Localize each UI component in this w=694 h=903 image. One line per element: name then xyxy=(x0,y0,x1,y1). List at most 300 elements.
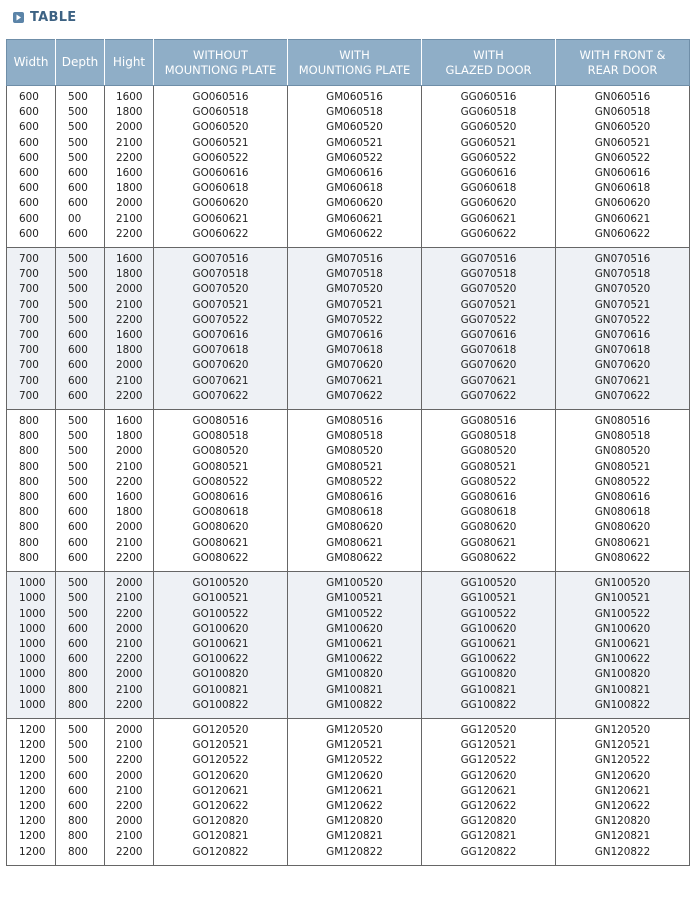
cell-width: 1000 xyxy=(7,698,56,719)
cell-with-front-rear-door: GN070518 xyxy=(556,267,690,282)
cell-depth: 600 xyxy=(56,536,105,551)
cell-depth: 600 xyxy=(56,389,105,410)
cell-depth: 800 xyxy=(56,667,105,682)
cell-with-mountiong-plate: GM120621 xyxy=(288,784,422,799)
cell-depth: 600 xyxy=(56,520,105,535)
table-row xyxy=(7,313,690,328)
cell-hight: 2000 xyxy=(105,120,154,135)
cell-with-mountiong-plate: GM100522 xyxy=(288,607,422,622)
cell-with-glazed-door: GG080520 xyxy=(422,444,556,459)
cell-with-glazed-door: GG100622 xyxy=(422,652,556,667)
play-arrow-icon xyxy=(13,12,24,23)
cell-depth: 600 xyxy=(56,799,105,814)
cell-width: 800 xyxy=(7,460,56,475)
table-row xyxy=(7,698,690,719)
cell-with-mountiong-plate: GM070620 xyxy=(288,358,422,373)
table-row xyxy=(7,572,690,592)
cell-with-mountiong-plate: GM100821 xyxy=(288,683,422,698)
cell-with-front-rear-door: GN070621 xyxy=(556,374,690,389)
table-row xyxy=(7,505,690,520)
table-row xyxy=(7,607,690,622)
cell-without-mountiong-plate: GO070521 xyxy=(154,298,288,313)
cell-with-mountiong-plate: GM070516 xyxy=(288,248,422,268)
cell-with-glazed-door: GG080620 xyxy=(422,520,556,535)
table-row xyxy=(7,520,690,535)
table-row xyxy=(7,652,690,667)
cell-with-mountiong-plate: GM080618 xyxy=(288,505,422,520)
cell-without-mountiong-plate: GO080518 xyxy=(154,429,288,444)
cell-with-glazed-door: GG070620 xyxy=(422,358,556,373)
cell-hight: 2200 xyxy=(105,227,154,248)
cell-width: 700 xyxy=(7,374,56,389)
cell-with-glazed-door: GG060518 xyxy=(422,105,556,120)
table-row xyxy=(7,799,690,814)
cell-hight: 2200 xyxy=(105,475,154,490)
table-group xyxy=(7,248,690,410)
cell-with-glazed-door: GG120820 xyxy=(422,814,556,829)
cell-width: 600 xyxy=(7,166,56,181)
table-row xyxy=(7,622,690,637)
cell-depth: 500 xyxy=(56,248,105,268)
cell-depth: 600 xyxy=(56,196,105,211)
cell-depth: 600 xyxy=(56,490,105,505)
table-row xyxy=(7,429,690,444)
table-row xyxy=(7,212,690,227)
cell-without-mountiong-plate: GO070516 xyxy=(154,248,288,268)
cell-with-glazed-door: GG080521 xyxy=(422,460,556,475)
cell-depth: 600 xyxy=(56,652,105,667)
cell-with-glazed-door: GG100521 xyxy=(422,591,556,606)
cell-with-mountiong-plate: GM120620 xyxy=(288,769,422,784)
cell-with-front-rear-door: GN080616 xyxy=(556,490,690,505)
cell-width: 1200 xyxy=(7,784,56,799)
cell-with-front-rear-door: GN060621 xyxy=(556,212,690,227)
cell-with-mountiong-plate: GM100620 xyxy=(288,622,422,637)
cell-with-mountiong-plate: GM080522 xyxy=(288,475,422,490)
table-row xyxy=(7,298,690,313)
cell-hight: 2000 xyxy=(105,196,154,211)
cell-depth: 500 xyxy=(56,86,105,106)
table-row xyxy=(7,490,690,505)
table-row xyxy=(7,738,690,753)
cell-with-front-rear-door: GN060616 xyxy=(556,166,690,181)
cell-depth: 600 xyxy=(56,769,105,784)
cell-hight: 2100 xyxy=(105,784,154,799)
cell-with-front-rear-door: GN100820 xyxy=(556,667,690,682)
cell-hight: 2100 xyxy=(105,298,154,313)
cell-width: 700 xyxy=(7,328,56,343)
cell-with-glazed-door: GG070522 xyxy=(422,313,556,328)
cell-with-mountiong-plate: GM060622 xyxy=(288,227,422,248)
cell-without-mountiong-plate: GO080522 xyxy=(154,475,288,490)
header-line: REAR DOOR xyxy=(587,62,658,77)
cell-with-front-rear-door: GN070616 xyxy=(556,328,690,343)
cell-with-mountiong-plate: GM080516 xyxy=(288,410,422,430)
cell-with-mountiong-plate: GM070618 xyxy=(288,343,422,358)
table-row xyxy=(7,328,690,343)
cell-with-mountiong-plate: GM060516 xyxy=(288,86,422,106)
cell-with-mountiong-plate: GM060621 xyxy=(288,212,422,227)
table-group xyxy=(7,86,690,248)
cell-width: 1200 xyxy=(7,718,56,738)
cell-with-front-rear-door: GN070622 xyxy=(556,389,690,410)
cell-with-glazed-door: GG080516 xyxy=(422,410,556,430)
table-row xyxy=(7,683,690,698)
cell-with-mountiong-plate: GM120820 xyxy=(288,814,422,829)
cell-with-front-rear-door: GN120621 xyxy=(556,784,690,799)
cell-without-mountiong-plate: GO070522 xyxy=(154,313,288,328)
cell-depth: 600 xyxy=(56,358,105,373)
cell-without-mountiong-plate: GO100520 xyxy=(154,572,288,592)
cell-without-mountiong-plate: GO060622 xyxy=(154,227,288,248)
cell-depth: 600 xyxy=(56,181,105,196)
cell-without-mountiong-plate: GO060520 xyxy=(154,120,288,135)
cell-with-mountiong-plate: GM070616 xyxy=(288,328,422,343)
cell-with-glazed-door: GG080518 xyxy=(422,429,556,444)
header-without-mountiong-plate xyxy=(154,40,288,86)
cell-hight: 2100 xyxy=(105,738,154,753)
cell-width: 700 xyxy=(7,389,56,410)
table-row xyxy=(7,475,690,490)
cell-width: 1000 xyxy=(7,683,56,698)
cell-width: 600 xyxy=(7,86,56,106)
cell-with-front-rear-door: GN120622 xyxy=(556,799,690,814)
cell-without-mountiong-plate: GO080622 xyxy=(154,551,288,572)
cell-depth: 500 xyxy=(56,120,105,135)
cell-with-mountiong-plate: GM060522 xyxy=(288,151,422,166)
cell-hight: 2200 xyxy=(105,753,154,768)
cell-with-front-rear-door: GN100621 xyxy=(556,637,690,652)
cell-with-mountiong-plate: GM100820 xyxy=(288,667,422,682)
cell-with-mountiong-plate: GM060616 xyxy=(288,166,422,181)
cell-without-mountiong-plate: GO100620 xyxy=(154,622,288,637)
cell-without-mountiong-plate: GO080520 xyxy=(154,444,288,459)
cell-with-front-rear-door: GN070618 xyxy=(556,343,690,358)
table-row xyxy=(7,343,690,358)
cell-width: 700 xyxy=(7,358,56,373)
cell-with-glazed-door: GG060618 xyxy=(422,181,556,196)
cell-with-mountiong-plate: GM100622 xyxy=(288,652,422,667)
cell-with-mountiong-plate: GM080616 xyxy=(288,490,422,505)
cell-with-front-rear-door: GN070521 xyxy=(556,298,690,313)
cell-with-mountiong-plate: GM080521 xyxy=(288,460,422,475)
cell-width: 1200 xyxy=(7,845,56,866)
cell-with-front-rear-door: GN080520 xyxy=(556,444,690,459)
cell-with-front-rear-door: GN100821 xyxy=(556,683,690,698)
cell-with-glazed-door: GG070621 xyxy=(422,374,556,389)
cell-width: 1000 xyxy=(7,591,56,606)
table-row xyxy=(7,282,690,297)
cell-with-glazed-door: GG080622 xyxy=(422,551,556,572)
cell-with-front-rear-door: GN060521 xyxy=(556,136,690,151)
header-with-front-rear-door xyxy=(556,40,690,86)
cell-with-front-rear-door: GN100522 xyxy=(556,607,690,622)
cell-with-front-rear-door: GN070522 xyxy=(556,313,690,328)
table-row xyxy=(7,784,690,799)
cell-with-glazed-door: GG060616 xyxy=(422,166,556,181)
cell-width: 600 xyxy=(7,136,56,151)
table-row xyxy=(7,196,690,211)
cell-hight: 1600 xyxy=(105,86,154,106)
cell-with-front-rear-door: GN060522 xyxy=(556,151,690,166)
table-row xyxy=(7,374,690,389)
cell-without-mountiong-plate: GO060521 xyxy=(154,136,288,151)
cell-without-mountiong-plate: GO080616 xyxy=(154,490,288,505)
cell-with-mountiong-plate: GM120822 xyxy=(288,845,422,866)
table-row xyxy=(7,105,690,120)
cell-with-glazed-door: GG070618 xyxy=(422,343,556,358)
table-row xyxy=(7,829,690,844)
table-row xyxy=(7,444,690,459)
cell-with-front-rear-door: GN100521 xyxy=(556,591,690,606)
table-row xyxy=(7,136,690,151)
cell-hight: 1600 xyxy=(105,248,154,268)
table-row xyxy=(7,591,690,606)
section-title xyxy=(13,7,77,27)
cell-with-front-rear-door: GN100620 xyxy=(556,622,690,637)
cell-depth: 800 xyxy=(56,814,105,829)
cell-hight: 2100 xyxy=(105,460,154,475)
cell-with-glazed-door: GG070521 xyxy=(422,298,556,313)
table-row xyxy=(7,267,690,282)
cell-without-mountiong-plate: GO100822 xyxy=(154,698,288,719)
cell-with-front-rear-door: GN120822 xyxy=(556,845,690,866)
cell-width: 600 xyxy=(7,196,56,211)
cell-with-mountiong-plate: GM120622 xyxy=(288,799,422,814)
cell-with-front-rear-door: GN060620 xyxy=(556,196,690,211)
cell-width: 1200 xyxy=(7,769,56,784)
cell-hight: 1800 xyxy=(105,267,154,282)
table-group xyxy=(7,410,690,572)
cell-without-mountiong-plate: GO060621 xyxy=(154,212,288,227)
cell-depth: 500 xyxy=(56,591,105,606)
cell-with-front-rear-door: GN070520 xyxy=(556,282,690,297)
cell-with-mountiong-plate: GM070622 xyxy=(288,389,422,410)
cell-with-glazed-door: GG060516 xyxy=(422,86,556,106)
cell-without-mountiong-plate: GO070622 xyxy=(154,389,288,410)
cell-with-mountiong-plate: GM070521 xyxy=(288,298,422,313)
cell-with-front-rear-door: GN080622 xyxy=(556,551,690,572)
cell-without-mountiong-plate: GO120520 xyxy=(154,718,288,738)
cell-with-glazed-door: GG080616 xyxy=(422,490,556,505)
cell-depth: 600 xyxy=(56,374,105,389)
cell-with-glazed-door: GG060522 xyxy=(422,151,556,166)
cell-with-front-rear-door: GN070620 xyxy=(556,358,690,373)
cell-with-front-rear-door: GN080521 xyxy=(556,460,690,475)
cell-width: 1200 xyxy=(7,814,56,829)
cell-hight: 1800 xyxy=(105,105,154,120)
table-row xyxy=(7,248,690,268)
cell-with-mountiong-plate: GM120821 xyxy=(288,829,422,844)
cell-with-mountiong-plate: GM080620 xyxy=(288,520,422,535)
cell-with-glazed-door: GG080618 xyxy=(422,505,556,520)
cell-depth: 500 xyxy=(56,313,105,328)
table-row xyxy=(7,166,690,181)
cell-width: 1200 xyxy=(7,753,56,768)
header-width: Width xyxy=(7,40,56,86)
cell-width: 1000 xyxy=(7,572,56,592)
cell-depth: 600 xyxy=(56,784,105,799)
cell-without-mountiong-plate: GO070621 xyxy=(154,374,288,389)
cell-depth: 500 xyxy=(56,410,105,430)
cell-with-mountiong-plate: GM120521 xyxy=(288,738,422,753)
cell-hight: 2200 xyxy=(105,652,154,667)
cell-width: 700 xyxy=(7,298,56,313)
cell-without-mountiong-plate: GO120621 xyxy=(154,784,288,799)
cell-hight: 1600 xyxy=(105,410,154,430)
cell-without-mountiong-plate: GO120821 xyxy=(154,829,288,844)
cell-without-mountiong-plate: GO100820 xyxy=(154,667,288,682)
cell-hight: 1600 xyxy=(105,328,154,343)
cell-with-glazed-door: GG120521 xyxy=(422,738,556,753)
cell-with-glazed-door: GG070520 xyxy=(422,282,556,297)
cell-width: 600 xyxy=(7,227,56,248)
cell-with-mountiong-plate: GM120522 xyxy=(288,753,422,768)
cell-hight: 2100 xyxy=(105,637,154,652)
cell-hight: 2100 xyxy=(105,136,154,151)
cell-depth: 600 xyxy=(56,343,105,358)
cell-without-mountiong-plate: GO120521 xyxy=(154,738,288,753)
cell-depth: 500 xyxy=(56,298,105,313)
cell-with-front-rear-door: GN060516 xyxy=(556,86,690,106)
cell-without-mountiong-plate: GO070620 xyxy=(154,358,288,373)
cell-with-glazed-door: GG120822 xyxy=(422,845,556,866)
cell-without-mountiong-plate: GO120820 xyxy=(154,814,288,829)
cell-hight: 1800 xyxy=(105,343,154,358)
table-row xyxy=(7,410,690,430)
cell-with-glazed-door: GG060620 xyxy=(422,196,556,211)
cell-with-mountiong-plate: GM080518 xyxy=(288,429,422,444)
cell-with-mountiong-plate: GM080621 xyxy=(288,536,422,551)
cell-hight: 2000 xyxy=(105,814,154,829)
cell-with-glazed-door: GG120821 xyxy=(422,829,556,844)
cell-width: 600 xyxy=(7,151,56,166)
cell-hight: 2000 xyxy=(105,769,154,784)
cell-hight: 1800 xyxy=(105,429,154,444)
cell-width: 600 xyxy=(7,105,56,120)
cell-width: 800 xyxy=(7,520,56,535)
cell-with-front-rear-door: GN100822 xyxy=(556,698,690,719)
cell-with-front-rear-door: GN080618 xyxy=(556,505,690,520)
header-line: MOUNTIONG PLATE xyxy=(164,62,277,77)
table-row xyxy=(7,120,690,135)
cell-hight: 2000 xyxy=(105,718,154,738)
cell-with-mountiong-plate: GM080622 xyxy=(288,551,422,572)
cell-with-mountiong-plate: GM100621 xyxy=(288,637,422,652)
cell-width: 700 xyxy=(7,343,56,358)
cell-depth: 500 xyxy=(56,151,105,166)
header-line: WITHOUT xyxy=(193,47,248,62)
cell-width: 1000 xyxy=(7,652,56,667)
cell-with-mountiong-plate: GM060521 xyxy=(288,136,422,151)
cell-with-glazed-door: GG070518 xyxy=(422,267,556,282)
cell-width: 600 xyxy=(7,212,56,227)
cell-with-mountiong-plate: GM100822 xyxy=(288,698,422,719)
cell-with-mountiong-plate: GM060518 xyxy=(288,105,422,120)
cell-hight: 2100 xyxy=(105,829,154,844)
cell-without-mountiong-plate: GO080618 xyxy=(154,505,288,520)
cell-width: 600 xyxy=(7,120,56,135)
cell-with-mountiong-plate: GM080520 xyxy=(288,444,422,459)
cell-width: 700 xyxy=(7,282,56,297)
cell-with-front-rear-door: GN120820 xyxy=(556,814,690,829)
table-row xyxy=(7,460,690,475)
cell-with-glazed-door: GG120520 xyxy=(422,718,556,738)
table-row xyxy=(7,814,690,829)
cell-hight: 1600 xyxy=(105,166,154,181)
cell-with-mountiong-plate: GM100520 xyxy=(288,572,422,592)
cell-depth: 00 xyxy=(56,212,105,227)
cell-with-front-rear-door: GN120620 xyxy=(556,769,690,784)
cell-hight: 2200 xyxy=(105,698,154,719)
cell-without-mountiong-plate: GO100622 xyxy=(154,652,288,667)
table-row xyxy=(7,753,690,768)
cell-hight: 2100 xyxy=(105,591,154,606)
cell-hight: 2000 xyxy=(105,572,154,592)
table-row xyxy=(7,227,690,248)
table-group xyxy=(7,572,690,719)
cell-with-glazed-door: GG100620 xyxy=(422,622,556,637)
cell-depth: 500 xyxy=(56,607,105,622)
cell-width: 1200 xyxy=(7,738,56,753)
cell-without-mountiong-plate: GO060522 xyxy=(154,151,288,166)
cell-with-front-rear-door: GN060518 xyxy=(556,105,690,120)
table-row xyxy=(7,536,690,551)
cell-depth: 500 xyxy=(56,444,105,459)
cell-depth: 500 xyxy=(56,753,105,768)
cell-with-mountiong-plate: GM070621 xyxy=(288,374,422,389)
cell-with-glazed-door: GG070616 xyxy=(422,328,556,343)
section-title-text: TABLE xyxy=(30,9,77,25)
cell-with-front-rear-door: GN120521 xyxy=(556,738,690,753)
cell-depth: 800 xyxy=(56,683,105,698)
cell-depth: 800 xyxy=(56,698,105,719)
cell-with-front-rear-door: GN080522 xyxy=(556,475,690,490)
cell-width: 1000 xyxy=(7,607,56,622)
table-group xyxy=(7,718,690,865)
cell-width: 1000 xyxy=(7,637,56,652)
cell-with-glazed-door: GG120620 xyxy=(422,769,556,784)
cell-without-mountiong-plate: GO060518 xyxy=(154,105,288,120)
cell-with-glazed-door: GG080522 xyxy=(422,475,556,490)
header-line: WITH FRONT & xyxy=(579,47,666,62)
cell-with-front-rear-door: GN120522 xyxy=(556,753,690,768)
cell-with-glazed-door: GG120622 xyxy=(422,799,556,814)
cell-hight: 2200 xyxy=(105,607,154,622)
cell-with-mountiong-plate: GM120520 xyxy=(288,718,422,738)
cell-depth: 500 xyxy=(56,718,105,738)
cell-width: 800 xyxy=(7,429,56,444)
cell-depth: 500 xyxy=(56,429,105,444)
table-row xyxy=(7,151,690,166)
cell-with-glazed-door: GG070516 xyxy=(422,248,556,268)
cell-without-mountiong-plate: GO070616 xyxy=(154,328,288,343)
cell-with-mountiong-plate: GM060520 xyxy=(288,120,422,135)
cell-with-glazed-door: GG100520 xyxy=(422,572,556,592)
cell-without-mountiong-plate: GO060618 xyxy=(154,181,288,196)
header-line: GLAZED DOOR xyxy=(445,62,532,77)
cell-with-mountiong-plate: GM100521 xyxy=(288,591,422,606)
header-line: MOUNTIONG PLATE xyxy=(298,62,411,77)
cell-with-glazed-door: GG060520 xyxy=(422,120,556,135)
cell-width: 800 xyxy=(7,444,56,459)
cell-hight: 2100 xyxy=(105,212,154,227)
cell-with-glazed-door: GG060622 xyxy=(422,227,556,248)
cell-with-glazed-door: GG120522 xyxy=(422,753,556,768)
cell-without-mountiong-plate: GO120622 xyxy=(154,799,288,814)
cell-without-mountiong-plate: GO060516 xyxy=(154,86,288,106)
cell-without-mountiong-plate: GO060620 xyxy=(154,196,288,211)
